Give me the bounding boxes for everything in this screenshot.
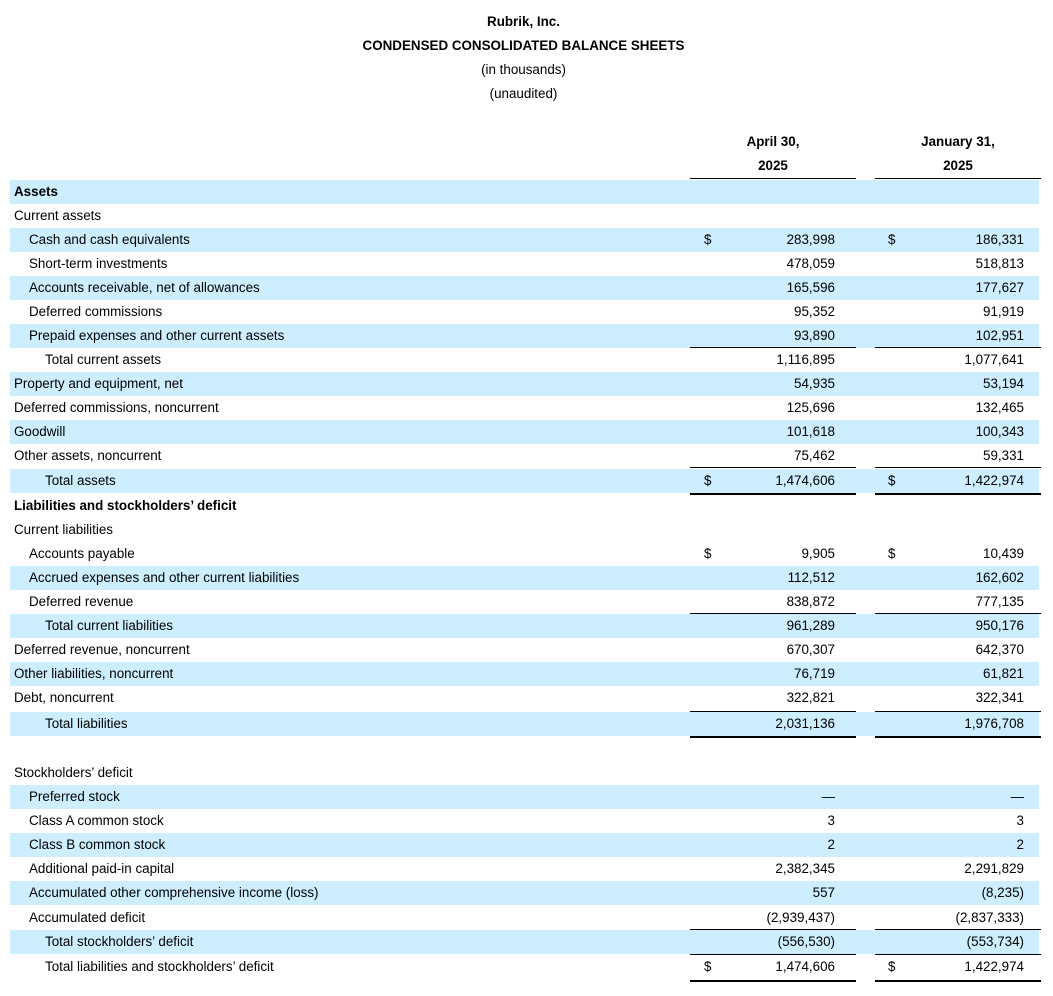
value-january-31: 177,627	[975, 280, 1024, 295]
company-name: Rubrik, Inc.	[487, 14, 560, 29]
value-january-31: 10,439	[983, 546, 1024, 561]
table-row	[10, 324, 1039, 348]
value-april-30: 1,474,606	[775, 473, 835, 488]
col2-total-rule	[875, 954, 1041, 955]
value-april-30: 2	[827, 837, 835, 852]
table-row	[10, 204, 1039, 228]
row-label: Additional paid-in capital	[29, 861, 175, 876]
table-row	[10, 638, 1039, 662]
row-label: Preferred stock	[29, 789, 120, 804]
table-row	[10, 712, 1039, 736]
row-label: Accumulated other comprehensive income (loss)	[29, 885, 319, 900]
currency-symbol: $	[888, 546, 896, 561]
row-label: Deferred commissions	[29, 304, 163, 319]
table-row	[10, 420, 1039, 444]
value-january-31: 777,135	[975, 594, 1024, 609]
value-january-31: 2,291,829	[964, 861, 1024, 876]
value-january-31: 61,821	[983, 666, 1024, 681]
value-january-31: 1,422,974	[964, 959, 1024, 974]
value-april-30: 670,307	[786, 642, 835, 657]
value-april-30: 1,474,606	[775, 959, 835, 974]
col1-total-rule	[690, 467, 856, 468]
value-january-31: 322,341	[975, 690, 1024, 705]
value-january-31: (553,734)	[966, 934, 1024, 949]
value-april-30: 112,512	[787, 570, 835, 585]
table-row	[10, 809, 1039, 833]
col2-total-rule	[875, 347, 1041, 348]
row-label: Property and equipment, net	[14, 376, 183, 391]
col2-header-line1: January 31,	[921, 134, 995, 149]
table-row	[10, 444, 1039, 468]
value-january-31: 186,331	[975, 232, 1024, 247]
col1-total-rule	[690, 347, 856, 348]
row-label: Total liabilities and stockholders’ deficit	[45, 959, 274, 974]
currency-symbol: $	[704, 473, 712, 488]
col2-total-rule	[875, 613, 1041, 614]
value-january-31: —	[1010, 789, 1024, 804]
table-row	[10, 785, 1039, 809]
row-label: Total current assets	[45, 352, 162, 367]
row-label: Class A common stock	[29, 813, 164, 828]
row-label: Current assets	[14, 208, 102, 223]
row-label: Cash and cash equivalents	[29, 232, 190, 247]
col1-total-rule	[690, 954, 856, 955]
row-label: Total stockholders’ deficit	[45, 934, 194, 949]
value-january-31: 950,176	[975, 618, 1024, 633]
row-label: Current liabilities	[14, 522, 113, 537]
value-january-31: 1,976,708	[964, 716, 1024, 731]
value-january-31: 3	[1016, 813, 1024, 828]
table-row	[10, 761, 1039, 785]
col1-total-rule	[690, 980, 856, 982]
currency-symbol: $	[888, 473, 896, 488]
row-label: Other assets, noncurrent	[14, 448, 162, 463]
row-label: Goodwill	[14, 424, 66, 439]
value-january-31: 102,951	[975, 328, 1024, 343]
table-row	[10, 518, 1039, 542]
value-january-31: 1,077,641	[964, 352, 1024, 367]
table-row	[10, 180, 1039, 204]
table-row	[10, 542, 1039, 566]
col1-header-line2: 2025	[758, 158, 788, 173]
table-row	[10, 614, 1039, 638]
value-april-30: 283,998	[786, 232, 835, 247]
table-row	[10, 857, 1039, 881]
col2-total-rule	[875, 493, 1041, 495]
row-label: Total liabilities	[45, 716, 128, 731]
value-april-30: 322,821	[786, 690, 835, 705]
value-january-31: 132,465	[975, 400, 1024, 415]
spacer-row	[10, 738, 1039, 762]
row-label: Other liabilities, noncurrent	[14, 666, 174, 681]
row-label: Accounts payable	[29, 546, 135, 561]
row-label: Short-term investments	[29, 256, 168, 271]
value-january-31: (2,837,333)	[955, 910, 1024, 925]
currency-symbol: $	[704, 232, 712, 247]
col1-total-rule	[690, 929, 856, 930]
value-april-30: 478,059	[786, 256, 835, 271]
value-april-30: 93,890	[794, 328, 835, 343]
row-label: Stockholders’ deficit	[14, 765, 133, 780]
currency-symbol: $	[704, 959, 712, 974]
table-row	[10, 252, 1039, 276]
col2-total-rule	[875, 467, 1041, 468]
value-april-30: 961,289	[786, 618, 835, 633]
row-label: Deferred commissions, noncurrent	[14, 400, 219, 415]
value-april-30: —	[821, 789, 835, 804]
table-row	[10, 686, 1039, 710]
table-row	[10, 300, 1039, 324]
currency-symbol: $	[704, 546, 712, 561]
value-april-30: 165,596	[786, 280, 835, 295]
row-label: Total current liabilities	[45, 618, 174, 633]
value-april-30: 54,935	[794, 376, 835, 391]
table-row	[10, 228, 1039, 252]
value-january-31: 518,813	[975, 256, 1024, 271]
table-row	[10, 955, 1039, 979]
value-april-30: 76,719	[794, 666, 835, 681]
value-january-31: (8,235)	[981, 885, 1024, 900]
col2-total-rule	[875, 711, 1041, 712]
table-row	[10, 930, 1039, 954]
col2-total-rule	[875, 929, 1041, 930]
value-april-30: 125,696	[786, 400, 835, 415]
col1-total-rule	[690, 736, 856, 738]
table-row	[10, 372, 1039, 396]
value-january-31: 53,194	[983, 376, 1024, 391]
value-april-30: 2,031,136	[775, 716, 835, 731]
value-april-30: (556,530)	[777, 934, 835, 949]
value-january-31: 91,919	[983, 304, 1024, 319]
value-april-30: 2,382,345	[775, 861, 835, 876]
audit-status: (unaudited)	[489, 86, 558, 101]
value-april-30: (2,939,437)	[766, 910, 835, 925]
value-april-30: 3	[827, 813, 835, 828]
col1-total-rule	[690, 493, 856, 495]
row-label: Class B common stock	[29, 837, 166, 852]
row-label: Prepaid expenses and other current assets	[29, 328, 285, 343]
row-label: Deferred revenue	[29, 594, 134, 609]
value-april-30: 95,352	[794, 304, 835, 319]
table-row	[10, 276, 1039, 300]
value-january-31: 59,331	[983, 448, 1024, 463]
statement-title: CONDENSED CONSOLIDATED BALANCE SHEETS	[362, 38, 685, 53]
value-january-31: 642,370	[975, 642, 1024, 657]
value-january-31: 162,602	[975, 570, 1024, 585]
table-row	[10, 348, 1039, 372]
col2-total-rule	[875, 980, 1041, 982]
value-january-31: 2	[1016, 837, 1024, 852]
col1-header-line1: April 30,	[746, 134, 800, 149]
table-row	[10, 494, 1039, 518]
table-row	[10, 396, 1039, 420]
row-label: Accumulated deficit	[29, 910, 146, 925]
row-label: Liabilities and stockholders’ deficit	[14, 498, 237, 513]
currency-symbol: $	[888, 232, 896, 247]
table-row	[10, 881, 1039, 905]
value-april-30: 9,905	[801, 546, 835, 561]
table-row	[10, 906, 1039, 930]
row-label: Deferred revenue, noncurrent	[14, 642, 190, 657]
table-row	[10, 590, 1039, 614]
value-january-31: 1,422,974	[964, 473, 1024, 488]
col2-header-rule	[875, 178, 1041, 179]
currency-symbol: $	[888, 959, 896, 974]
col2-total-rule	[875, 736, 1041, 738]
table-row	[10, 566, 1039, 590]
col1-header-rule	[690, 178, 856, 179]
col2-header-line2: 2025	[943, 158, 973, 173]
row-label: Accrued expenses and other current liabilities	[29, 570, 300, 585]
value-january-31: 100,343	[975, 424, 1024, 439]
row-label: Accounts receivable, net of allowances	[29, 280, 260, 295]
col1-total-rule	[690, 711, 856, 712]
row-label: Total assets	[45, 473, 116, 488]
value-april-30: 557	[812, 885, 835, 900]
value-april-30: 838,872	[786, 594, 835, 609]
col1-total-rule	[690, 613, 856, 614]
row-label: Assets	[14, 184, 58, 199]
units-note: (in thousands)	[481, 62, 566, 77]
table-row	[10, 469, 1039, 493]
table-row	[10, 662, 1039, 686]
value-april-30: 1,116,895	[776, 352, 835, 367]
table-row	[10, 833, 1039, 857]
row-label: Debt, noncurrent	[14, 690, 114, 705]
value-april-30: 101,618	[786, 424, 835, 439]
value-april-30: 75,462	[794, 448, 835, 463]
